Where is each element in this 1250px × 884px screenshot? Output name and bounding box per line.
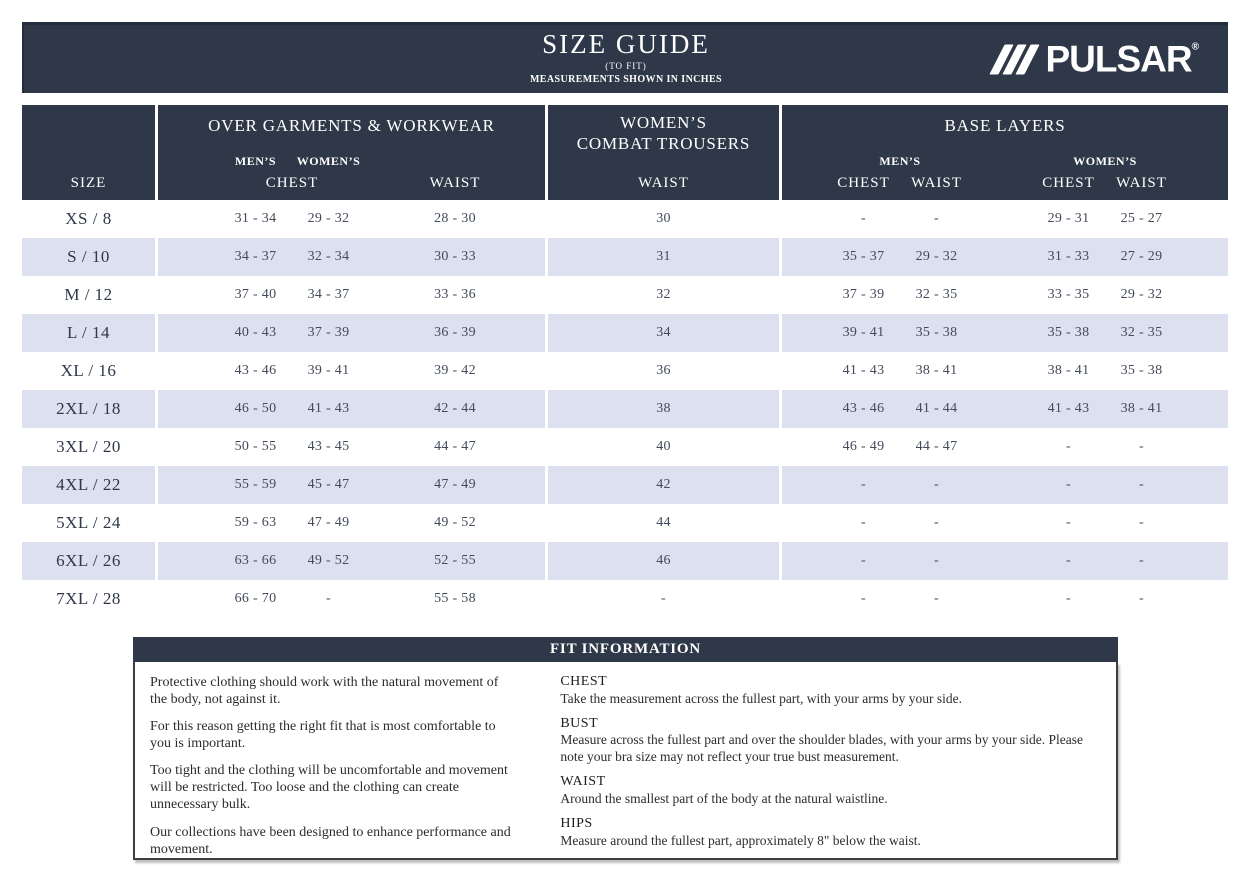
cell-size: 3XL / 20 — [56, 437, 121, 456]
base-layers-cells — [779, 200, 1228, 238]
base-layers-cells — [779, 390, 1228, 428]
cell-base-womens-chest: 38 - 41 — [1047, 363, 1090, 378]
cell-combat-waist: 40 — [656, 439, 671, 454]
combat-cells — [545, 580, 779, 618]
combat-title-line2: COMBAT TROUSERS — [576, 134, 751, 154]
over-garments-title: OVER GARMENTS & WORKWEAR — [208, 116, 495, 135]
cell-base-mens-waist: - — [934, 477, 939, 492]
cell-base-womens-waist: 32 - 35 — [1120, 325, 1163, 340]
cell-og-mens-chest: 40 - 43 — [234, 325, 277, 340]
cell-combat-waist: 42 — [656, 477, 671, 492]
cell-base-womens-waist: 38 - 41 — [1120, 401, 1163, 416]
base-mens-waist-label: WAIST — [911, 175, 962, 191]
cell-base-mens-chest: 41 - 43 — [842, 363, 885, 378]
table-row — [22, 542, 1228, 580]
cell-size: M / 12 — [64, 285, 113, 304]
cell-og-mens-chest: 31 - 34 — [234, 211, 277, 226]
fit-measurement-item — [560, 716, 1101, 767]
cell-base-womens-waist: 29 - 32 — [1120, 287, 1163, 302]
cell-base-mens-waist: 29 - 32 — [915, 249, 958, 264]
combat-cells — [545, 352, 779, 390]
combat-cells — [545, 390, 779, 428]
cell-base-mens-chest: 37 - 39 — [842, 287, 885, 302]
cell-og-womens-chest: 39 - 41 — [307, 363, 350, 378]
fit-general-text — [150, 674, 514, 858]
combat-cells — [545, 200, 779, 238]
table-row — [22, 390, 1228, 428]
cell-base-womens-waist: - — [1139, 515, 1144, 530]
table-row — [22, 238, 1228, 276]
base-layers-cells — [779, 238, 1228, 276]
cell-base-mens-waist: 32 - 35 — [915, 287, 958, 302]
table-row — [22, 200, 1228, 238]
page-subtitle: (TO FIT) — [605, 60, 647, 71]
cell-og-mens-chest: 55 - 59 — [234, 477, 277, 492]
cell-combat-waist: 32 — [656, 287, 671, 302]
fit-information-title: FIT INFORMATION — [133, 637, 1118, 662]
cell-size: 6XL / 26 — [56, 551, 121, 570]
over-garments-cells — [155, 238, 545, 276]
fit-measurement-description: Measure across the fullest part and over the shoulder blades, with your arms by your side. Please note your bra size may not reflect your true bust measurement. — [560, 732, 1083, 765]
cell-combat-waist: - — [661, 591, 666, 606]
cell-og-womens-chest: 29 - 32 — [307, 211, 350, 226]
cell-og-waist: 44 - 47 — [434, 439, 476, 454]
table-row — [22, 580, 1228, 618]
table-row — [22, 466, 1228, 504]
cell-base-mens-waist: - — [934, 591, 939, 606]
fit-measurement-term: WAIST — [560, 774, 606, 790]
fit-measurement-description: Around the smallest part of the body at the natural waistline. — [560, 791, 888, 807]
cell-base-womens-chest: 35 - 38 — [1047, 325, 1090, 340]
table-row — [22, 428, 1228, 466]
units-note: MEASUREMENTS SHOWN IN INCHES — [529, 73, 723, 85]
cell-og-womens-chest: 37 - 39 — [307, 325, 350, 340]
base-womens-waist-label: WAIST — [1116, 175, 1167, 191]
cell-og-womens-chest: 34 - 37 — [307, 287, 350, 302]
og-chest-label: CHEST — [265, 175, 319, 191]
cell-base-womens-waist: 25 - 27 — [1120, 211, 1163, 226]
pulsar-logo — [997, 38, 1199, 80]
fit-paragraph: Our collections have been designed to enhance performance and movement. — [150, 824, 511, 857]
cell-size: 5XL / 24 — [56, 513, 121, 532]
cell-base-womens-chest: 33 - 35 — [1047, 287, 1090, 302]
fit-measurement-item — [560, 774, 1101, 808]
cell-base-mens-waist: 44 - 47 — [915, 439, 958, 454]
base-layers-cells — [779, 352, 1228, 390]
cell-og-womens-chest: 45 - 47 — [307, 477, 350, 492]
over-garments-cells — [155, 466, 545, 504]
base-layers-cells — [779, 542, 1228, 580]
base-layers-cells — [779, 314, 1228, 352]
cell-base-mens-waist: 35 - 38 — [915, 325, 958, 340]
base-layers-cells — [779, 428, 1228, 466]
cell-combat-waist: 30 — [656, 211, 671, 226]
cell-base-mens-chest: - — [861, 515, 866, 530]
table-row — [22, 504, 1228, 542]
fit-measurement-description: Take the measurement across the fullest part, with your arms by your side. — [560, 690, 963, 706]
fit-information-body — [133, 662, 1118, 860]
cell-og-waist: 47 - 49 — [434, 477, 476, 492]
base-womens-chest-label: CHEST — [1042, 175, 1095, 191]
cell-og-womens-chest: 43 - 45 — [307, 439, 350, 454]
over-garments-cells — [155, 504, 545, 542]
fit-information-section — [133, 637, 1118, 860]
logo-slashes-icon — [997, 44, 1036, 74]
cell-base-mens-waist: - — [934, 553, 939, 568]
cell-og-mens-chest: 59 - 63 — [234, 515, 277, 530]
over-garments-cells — [155, 276, 545, 314]
base-layers-cells — [779, 276, 1228, 314]
cell-og-mens-chest: 66 - 70 — [234, 591, 277, 606]
header-banner — [22, 22, 1228, 93]
cell-combat-waist: 31 — [656, 249, 671, 264]
cell-base-mens-waist: - — [934, 211, 939, 226]
cell-base-mens-chest: 43 - 46 — [842, 401, 885, 416]
cell-size: XS / 8 — [65, 209, 112, 228]
cell-size: XL / 16 — [60, 361, 117, 380]
cell-base-mens-waist: - — [934, 515, 939, 530]
size-table-header — [22, 105, 1228, 200]
over-garments-cells — [155, 580, 545, 618]
cell-base-womens-waist: - — [1139, 553, 1144, 568]
fit-measurement-description: Measure around the fullest part, approximately 8" below the waist. — [560, 832, 921, 848]
cell-base-mens-waist: 38 - 41 — [915, 363, 958, 378]
over-garments-cells — [155, 200, 545, 238]
og-mens-label: MEN’S — [234, 154, 277, 168]
cell-combat-waist: 44 — [656, 515, 671, 530]
fit-measurement-term: HIPS — [560, 815, 593, 831]
cell-og-womens-chest: 32 - 34 — [307, 249, 350, 264]
combat-cells — [545, 542, 779, 580]
cell-combat-waist: 38 — [656, 401, 671, 416]
fit-measurement-term: BUST — [560, 715, 599, 731]
base-womens-label: WOMEN’S — [1073, 154, 1137, 168]
combat-title-line1: WOMEN’S — [620, 113, 707, 132]
over-garments-cells — [155, 352, 545, 390]
cell-base-womens-waist: - — [1139, 439, 1144, 454]
cell-base-womens-chest: 41 - 43 — [1047, 401, 1090, 416]
cell-size: 2XL / 18 — [56, 399, 121, 418]
cell-og-mens-chest: 43 - 46 — [234, 363, 277, 378]
cell-base-mens-waist: 41 - 44 — [915, 401, 958, 416]
cell-og-mens-chest: 34 - 37 — [234, 249, 277, 264]
cell-base-womens-chest: - — [1066, 591, 1071, 606]
cell-base-mens-chest: - — [861, 477, 866, 492]
cell-og-waist: 30 - 33 — [434, 249, 476, 264]
cell-combat-waist: 46 — [656, 553, 671, 568]
table-row — [22, 276, 1228, 314]
brand-text: PULSAR — [1045, 38, 1192, 80]
cell-base-womens-waist: - — [1139, 591, 1144, 606]
combat-cells — [545, 428, 779, 466]
base-layers-cells — [779, 466, 1228, 504]
cell-base-mens-chest: - — [861, 591, 866, 606]
cell-base-womens-waist: - — [1139, 477, 1144, 492]
combat-cells — [545, 238, 779, 276]
combat-measure-row — [548, 175, 779, 192]
cell-og-womens-chest: - — [326, 591, 331, 606]
base-layers-title: BASE LAYERS — [944, 116, 1066, 135]
cell-og-waist: 42 - 44 — [434, 401, 476, 416]
base-layers-cells — [779, 580, 1228, 618]
size-column-header: SIZE — [70, 175, 107, 191]
cell-og-waist: 33 - 36 — [434, 287, 476, 302]
cell-og-mens-chest: 46 - 50 — [234, 401, 277, 416]
combat-waist-label: WAIST — [638, 175, 689, 191]
cell-og-womens-chest: 47 - 49 — [307, 515, 350, 530]
cell-base-mens-chest: 46 - 49 — [842, 439, 885, 454]
cell-size: L / 14 — [67, 323, 110, 342]
page-title: SIZE GUIDE — [542, 29, 710, 59]
fit-measurement-item — [560, 674, 1101, 708]
combat-cells — [545, 276, 779, 314]
base-layers-gender-row — [782, 154, 1228, 169]
cell-og-waist: 28 - 30 — [434, 211, 476, 226]
over-garments-measure-row — [158, 175, 545, 192]
table-row — [22, 352, 1228, 390]
cell-base-mens-chest: - — [861, 211, 866, 226]
table-row — [22, 314, 1228, 352]
cell-og-womens-chest: 49 - 52 — [307, 553, 350, 568]
cell-size: 4XL / 22 — [56, 475, 121, 494]
fit-paragraph: Too tight and the clothing will be uncomfortable and movement will be restricted. Too loose and the clothing can create unnecessary bulk. — [150, 763, 508, 813]
base-mens-label: MEN’S — [879, 154, 921, 168]
cell-og-waist: 52 - 55 — [434, 553, 476, 568]
fit-measurement-term: CHEST — [560, 674, 608, 689]
cell-og-mens-chest: 63 - 66 — [234, 553, 277, 568]
cell-og-mens-chest: 50 - 55 — [234, 439, 277, 454]
combat-trousers-header-cell — [545, 105, 779, 200]
cell-og-mens-chest: 37 - 40 — [234, 287, 277, 302]
over-garments-header-cell — [155, 105, 545, 200]
size-column-header-cell — [22, 105, 155, 200]
cell-base-womens-chest: 31 - 33 — [1047, 249, 1090, 264]
cell-base-womens-chest: - — [1066, 553, 1071, 568]
brand-name — [1045, 38, 1199, 80]
over-garments-cells — [155, 390, 545, 428]
cell-og-waist: 36 - 39 — [434, 325, 476, 340]
fit-paragraph: Protective clothing should work with the natural movement of the body, not against it. — [150, 675, 499, 708]
og-waist-label: WAIST — [429, 175, 481, 191]
cell-base-mens-chest: 35 - 37 — [842, 249, 885, 264]
cell-og-waist: 39 - 42 — [434, 363, 476, 378]
cell-og-womens-chest: 41 - 43 — [307, 401, 350, 416]
cell-base-womens-chest: - — [1066, 439, 1071, 454]
combat-trousers-title — [548, 112, 779, 155]
base-layers-header-cell — [779, 105, 1228, 200]
og-womens-label: WOMEN’S — [296, 154, 361, 168]
over-garments-gender-row — [158, 154, 545, 169]
over-garments-cells — [155, 314, 545, 352]
cell-size: S / 10 — [67, 247, 110, 266]
over-garments-cells — [155, 428, 545, 466]
fit-paragraph: For this reason getting the right fit that is most comfortable to you is important. — [150, 719, 496, 752]
cell-base-womens-chest: 29 - 31 — [1047, 211, 1090, 226]
cell-combat-waist: 36 — [656, 363, 671, 378]
cell-base-womens-chest: - — [1066, 515, 1071, 530]
registered-mark: ® — [1191, 41, 1198, 53]
cell-base-mens-chest: 39 - 41 — [842, 325, 885, 340]
combat-cells — [545, 314, 779, 352]
over-garments-cells — [155, 542, 545, 580]
size-table-body — [22, 200, 1228, 618]
fit-measurement-definitions — [560, 674, 1101, 858]
base-layers-cells — [779, 504, 1228, 542]
cell-base-womens-chest: - — [1066, 477, 1071, 492]
combat-cells — [545, 504, 779, 542]
base-layers-measure-row — [782, 175, 1228, 192]
cell-og-waist: 49 - 52 — [434, 515, 476, 530]
cell-base-mens-chest: - — [861, 553, 866, 568]
cell-combat-waist: 34 — [656, 325, 671, 340]
combat-cells — [545, 466, 779, 504]
base-mens-chest-label: CHEST — [837, 175, 890, 191]
fit-measurement-item — [560, 816, 1101, 850]
cell-og-waist: 55 - 58 — [434, 591, 476, 606]
cell-base-womens-waist: 27 - 29 — [1120, 249, 1163, 264]
cell-base-womens-waist: 35 - 38 — [1120, 363, 1163, 378]
cell-size: 7XL / 28 — [56, 589, 121, 608]
